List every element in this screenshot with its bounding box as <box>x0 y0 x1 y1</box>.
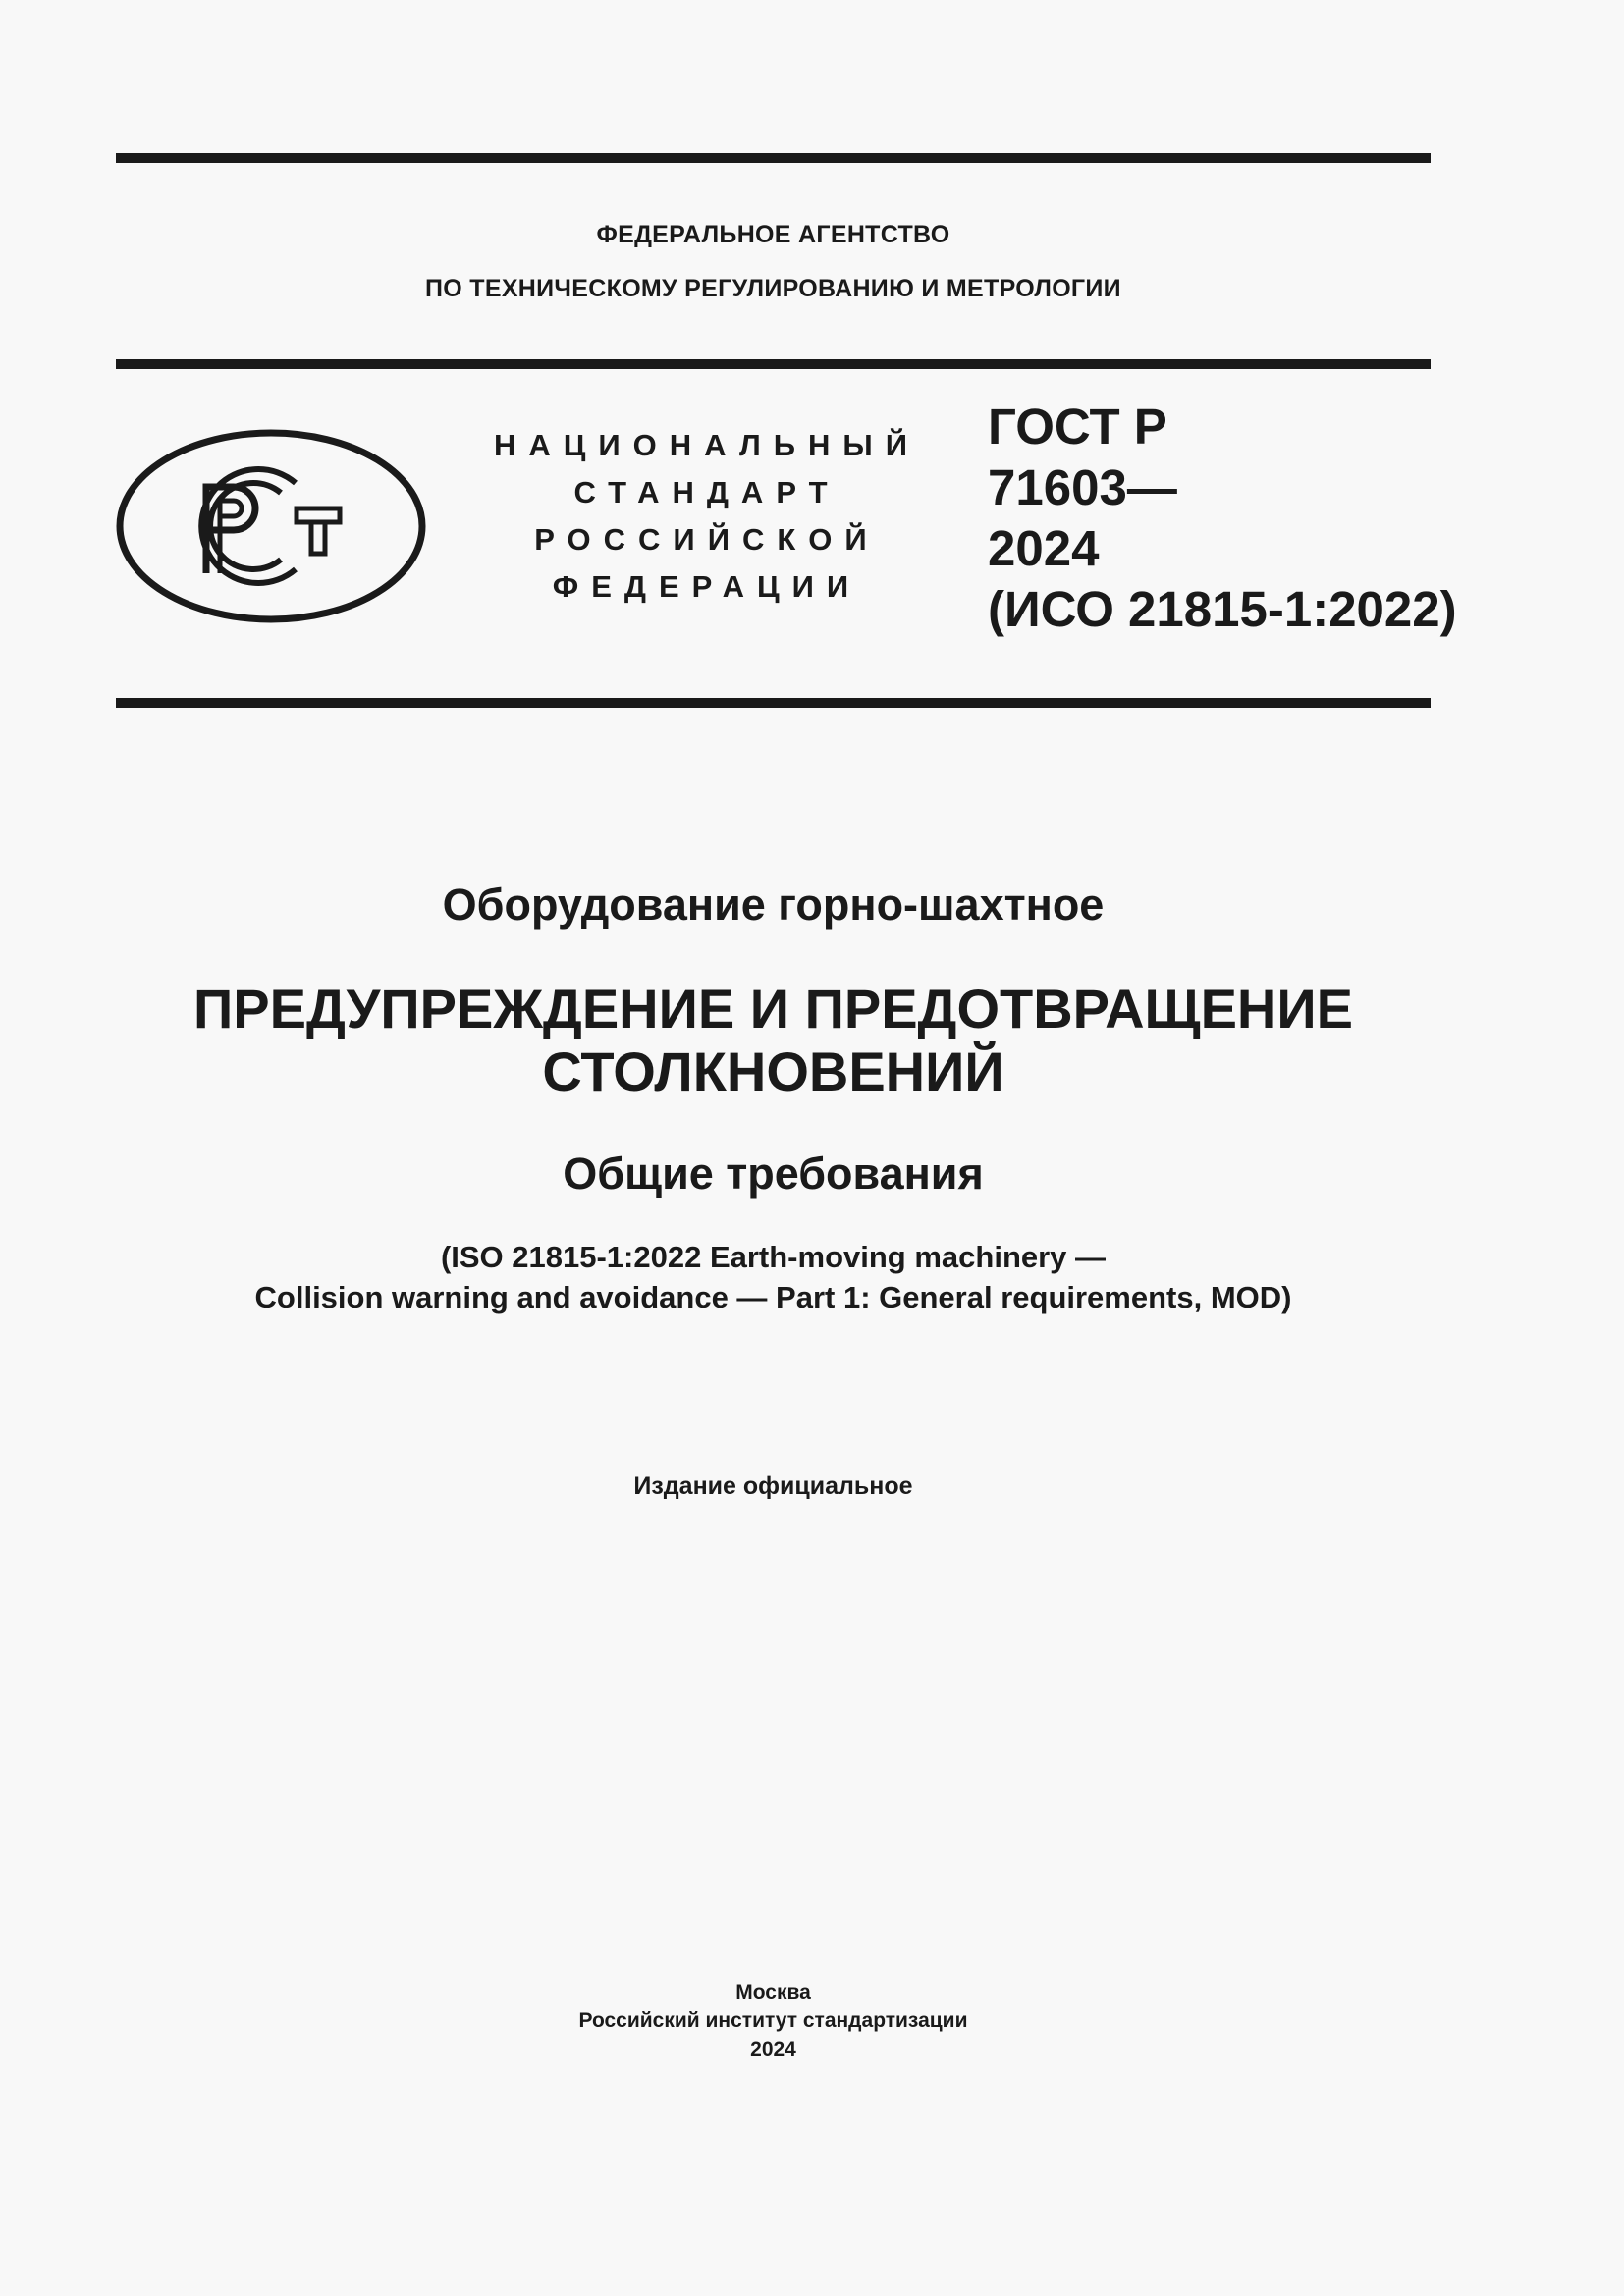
agency-name-line-1: ФЕДЕРАЛЬНОЕ АГЕНТСТВО <box>596 221 950 248</box>
imprint-year: 2024 <box>750 2038 796 2060</box>
imprint <box>116 1978 1431 2063</box>
main-title-line-2: СТОЛКНОВЕНИЙ <box>542 1041 1004 1102</box>
national-line-4: ФЕДЕРАЦИИ <box>552 569 862 604</box>
international-reference-line-1: (ISO 21815-1:2022 Earth-moving machinery — <box>440 1240 1107 1274</box>
designation-line-2: 71603— <box>988 459 1177 515</box>
international-reference <box>116 1237 1431 1317</box>
imprint-city: Москва <box>735 1981 811 2003</box>
top-rule <box>116 153 1431 163</box>
main-title-line-1: ПРЕДУПРЕЖДЕНИЕ И ПРЕДОТВРАЩЕНИЕ <box>193 978 1353 1040</box>
national-standard-label <box>491 422 923 611</box>
national-line-3: РОССИЙСКОЙ <box>534 522 880 557</box>
main-title <box>116 978 1431 1103</box>
standard-designation <box>988 397 1457 640</box>
subject-title: Оборудование горно-шахтное <box>442 880 1105 930</box>
national-line-2: СТАНДАРТ <box>573 475 840 509</box>
national-line-1: НАЦИОНАЛЬНЫЙ <box>493 428 921 462</box>
imprint-publisher: Российский институт стандартизации <box>578 2009 968 2032</box>
rst-certification-mark-icon <box>116 428 426 624</box>
designation-line-1: ГОСТ Р <box>988 399 1167 454</box>
international-reference-line-2: Collision warning and avoidance — Part 1: General requirements, MOD) <box>254 1280 1292 1314</box>
official-edition-label: Издание официальное <box>633 1472 913 1500</box>
header-rule <box>116 359 1431 369</box>
designation-line-3: 2024 <box>988 520 1100 576</box>
agency-name-line-2: ПО ТЕХНИЧЕСКОМУ РЕГУЛИРОВАНИЮ И МЕТРОЛОГИИ <box>425 275 1121 302</box>
subtitle: Общие требования <box>563 1148 984 1199</box>
standard-block-rule <box>116 698 1431 708</box>
designation-line-4: (ИСО 21815-1:2022) <box>988 581 1457 637</box>
